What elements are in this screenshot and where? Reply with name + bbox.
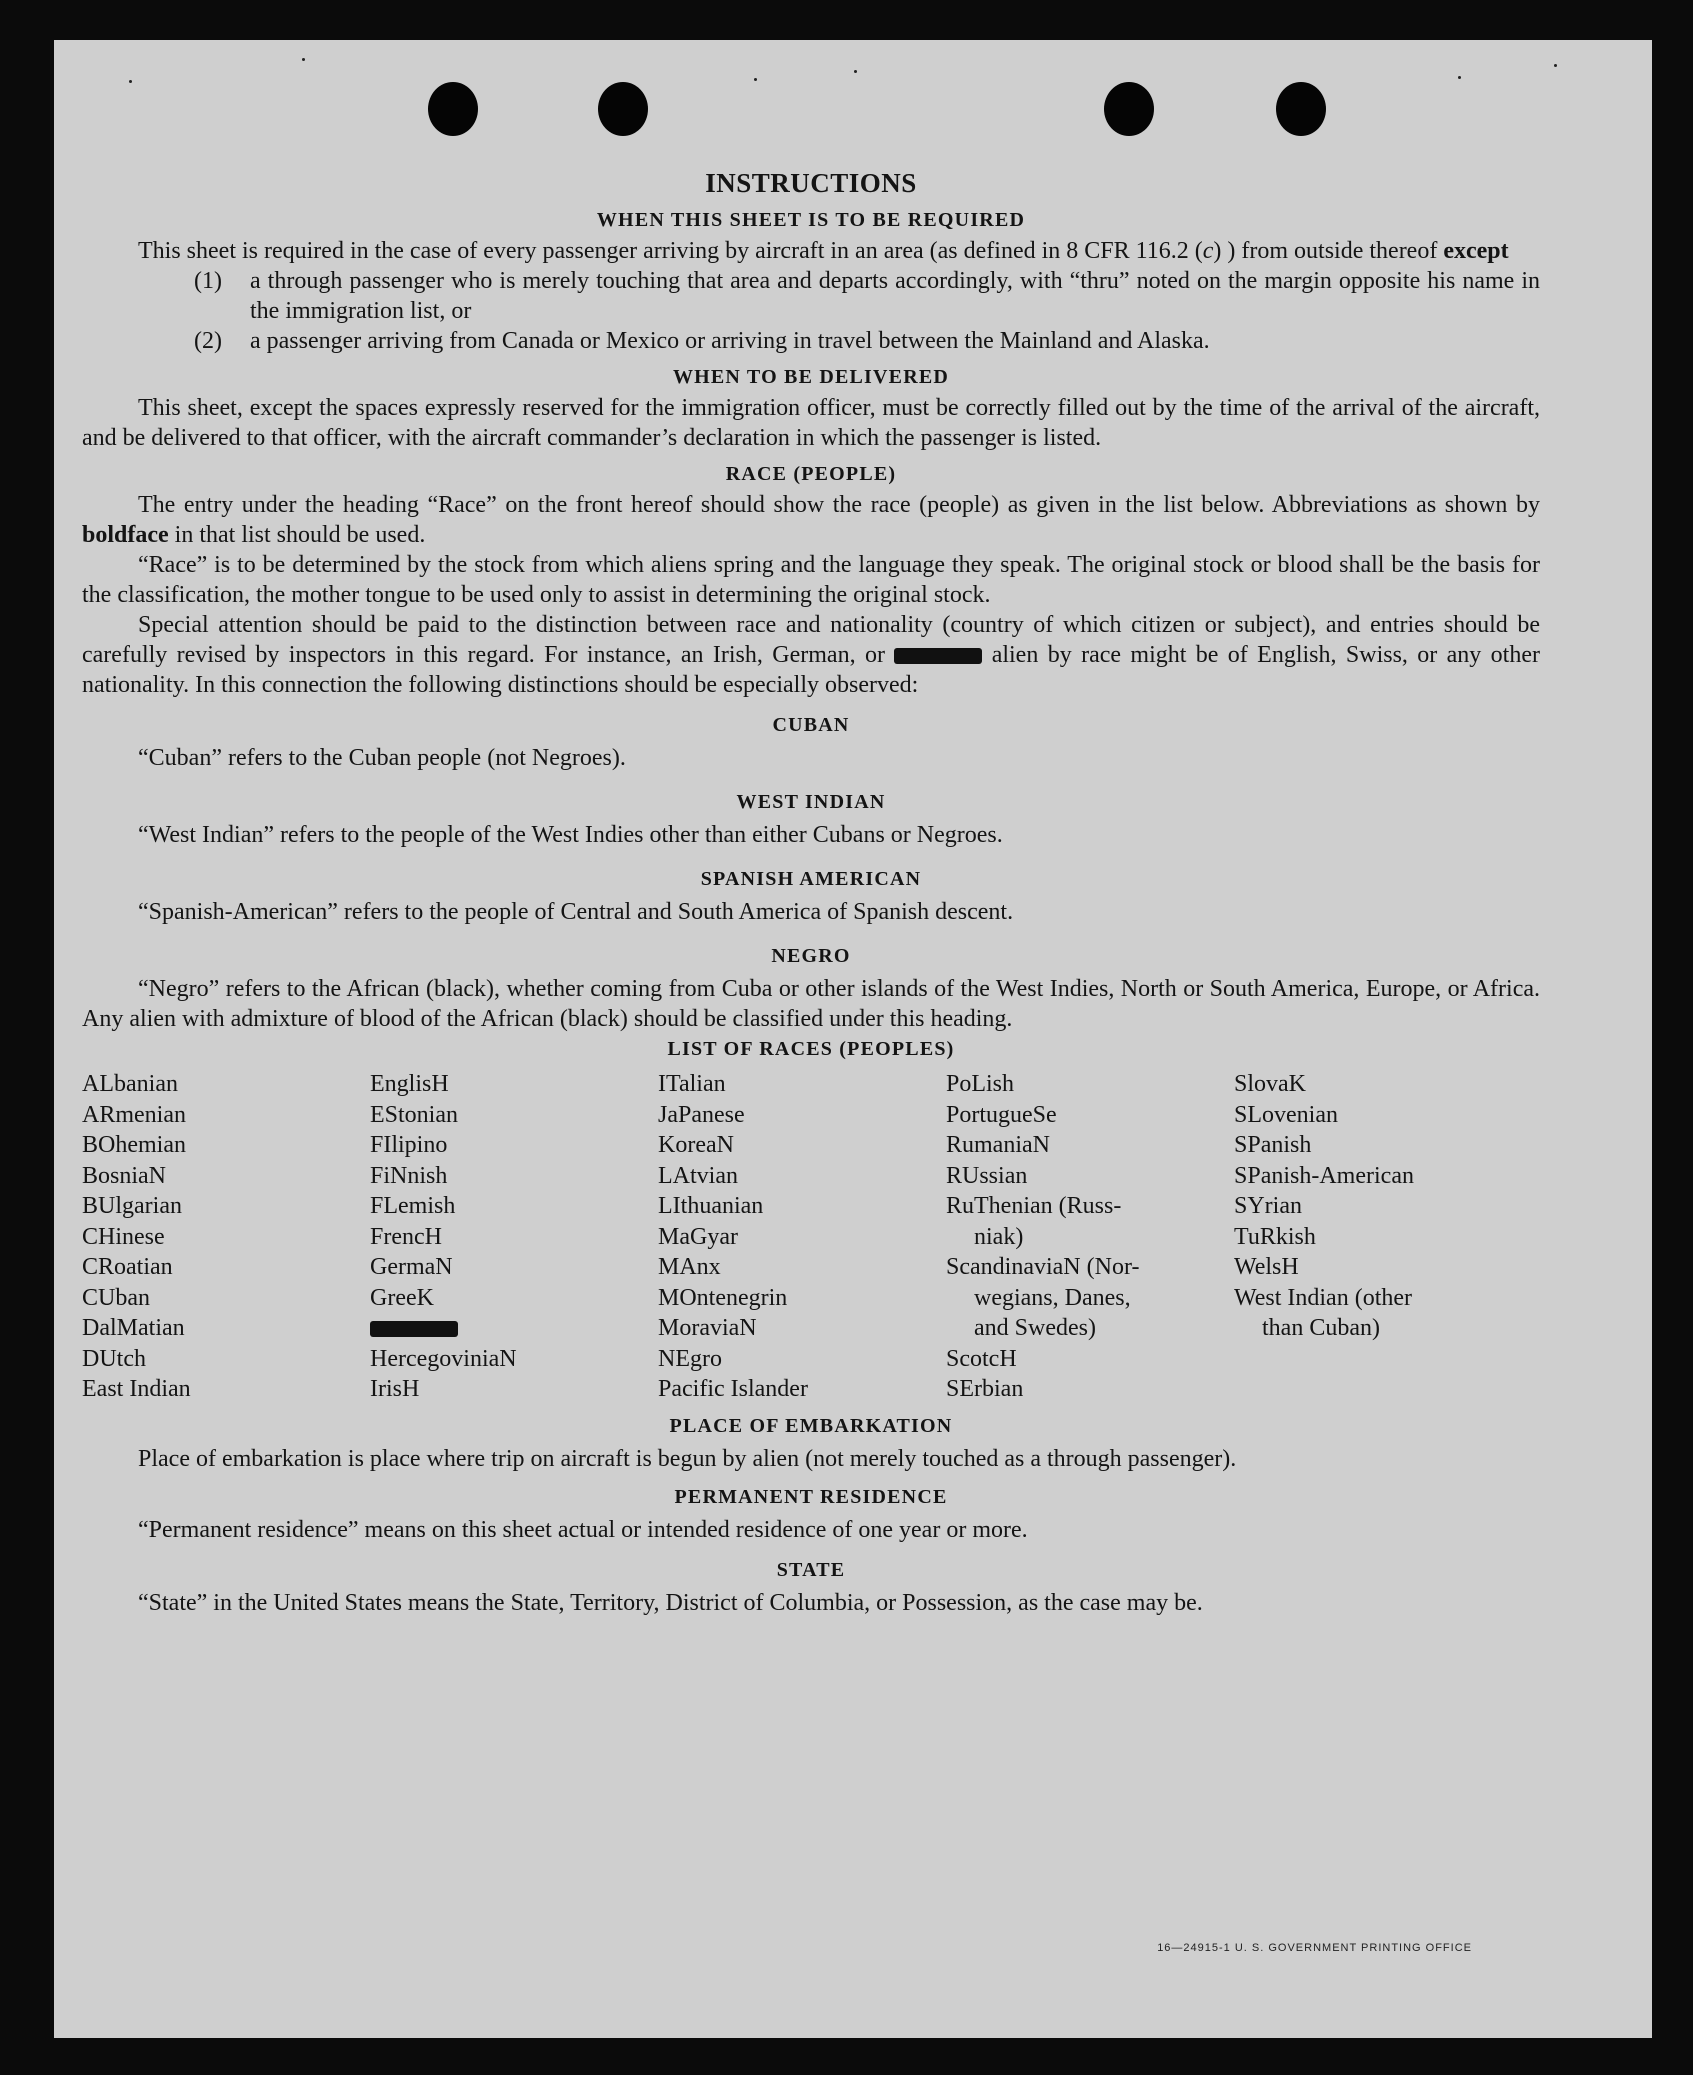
race-paragraph-2: “Race” is to be determined by the stock from which aliens spring and the language they speak. The original stock or blood shall be the basis for the classification, the mother tongue to be used only to assist in determining the original stock. — [82, 552, 1540, 608]
redaction-mark — [894, 648, 982, 664]
delivered-heading: WHEN TO BE DELIVERED — [672, 366, 950, 388]
race-item: FLemish — [370, 1193, 456, 1219]
race-item: LIthuanian — [658, 1193, 764, 1219]
race-item: WelsH — [1234, 1254, 1299, 1280]
race-item: MaGyar — [658, 1223, 738, 1250]
race-item: and Swedes) — [974, 1315, 1096, 1341]
race-column-2 — [370, 1069, 658, 1405]
race-item: LAtvian — [658, 1162, 738, 1189]
race-item: MoraviaN — [658, 1315, 757, 1341]
race-item: SErbian — [946, 1376, 1024, 1402]
race-item: GermaN — [370, 1254, 453, 1280]
race-item: CHinese — [82, 1223, 165, 1250]
race-item: RuThenian (Russ- — [946, 1193, 1122, 1219]
instructions-content — [82, 168, 1540, 1618]
race-item: GreeK — [370, 1284, 434, 1311]
race-item: wegians, Danes, — [974, 1284, 1131, 1311]
speck — [1554, 64, 1557, 67]
race-item: SYrian — [1234, 1193, 1302, 1219]
embarkation-text: Place of embarkation is place where trip on aircraft is begun by alien (not merely touched as a through passenger). — [138, 1445, 1237, 1472]
race-item: IrisH — [370, 1376, 420, 1402]
race-item: than Cuban) — [1262, 1315, 1380, 1341]
speck — [754, 78, 757, 81]
required-item-2: (2) a passenger arriving from Canada or Mexico or arriving in travel between the Mainland and Alaska. — [194, 328, 1210, 354]
race-item: EStonian — [370, 1101, 458, 1128]
race-paragraph-1: The entry under the heading “Race” on the front hereof should show the race (people) as given in the list below. Abbreviations as shown by boldface in that list should be used. — [82, 492, 1540, 548]
race-item: BOhemian — [82, 1132, 186, 1158]
race-column-5 — [1234, 1069, 1522, 1405]
race-item: MOntenegrin — [658, 1284, 788, 1311]
race-item: CRoatian — [82, 1254, 173, 1280]
race-item: MAnx — [658, 1254, 721, 1280]
required-heading: WHEN THIS SHEET IS TO BE REQUIRED — [596, 209, 1026, 231]
west-indian-text: “West Indian” refers to the people of the West Indies other than either Cubans or Negroes. — [138, 822, 1003, 848]
negro-text: “Negro” refers to the African (black), whether coming from Cuba or other islands of the West Indies, North or South America, Europe, or Africa. Any alien with admixture of blood of the African (black) should be classified under this heading. — [82, 976, 1540, 1032]
punch-hole — [1104, 82, 1154, 136]
punch-hole — [428, 82, 478, 136]
race-item: SLovenian — [1234, 1101, 1338, 1128]
race-item: ITalian — [658, 1071, 726, 1097]
race-item: NEgro — [658, 1345, 722, 1372]
state-heading: STATE — [776, 1558, 846, 1581]
punch-hole — [1276, 82, 1326, 136]
race-item: TuRkish — [1234, 1223, 1316, 1250]
west-indian-heading: WEST INDIAN — [736, 791, 886, 813]
race-item: CUban — [82, 1284, 150, 1311]
race-column-1 — [82, 1069, 370, 1405]
printer-footer: 16—24915-1 U. S. GOVERNMENT PRINTING OFFICE — [1157, 1942, 1472, 1954]
redaction-mark — [370, 1321, 458, 1337]
cuban-text: “Cuban” refers to the Cuban people (not Negroes). — [138, 745, 626, 771]
race-item: RUssian — [946, 1162, 1028, 1189]
race-item: BUlgarian — [82, 1193, 182, 1219]
race-item: ScotcH — [946, 1345, 1017, 1372]
race-item: KoreaN — [658, 1132, 734, 1158]
race-item: SPanish-American — [1234, 1162, 1414, 1189]
speck — [854, 70, 857, 73]
required-intro: This sheet is required in the case of every passenger arriving by aircraft in an area (as defined in 8 CFR 116.2 (c) ) from outside thereof except — [138, 238, 1509, 264]
race-item: HercegoviniaN — [370, 1345, 517, 1372]
required-item-1: (1) a through passenger who is merely touching that area and departs accordingly, with “thru” noted on the margin opposite his name in the immigration list, or — [194, 268, 1540, 324]
residence-heading: PERMANENT RESIDENCE — [674, 1485, 948, 1508]
race-column-4 — [946, 1069, 1234, 1405]
race-paragraph-3: Special attention should be paid to the distinction between race and nationality (country of which citizen or subject), and entries should be carefully revised by inspectors in this regard. For instance, an Irish, German, or alien by race might be of English, Swiss, or any other nationality. In this connection the following distinctions should be especially observed: — [82, 612, 1540, 698]
embarkation-heading: PLACE OF EMBARKATION — [669, 1414, 953, 1437]
race-item: PortugueSe — [946, 1101, 1057, 1128]
spanish-american-text: “Spanish-American” refers to the people of Central and South America of Spanish descent. — [138, 899, 1014, 925]
race-item: East Indian — [82, 1376, 191, 1402]
race-item: DUtch — [82, 1345, 146, 1372]
speck — [1458, 76, 1461, 79]
race-item: FIlipino — [370, 1132, 448, 1158]
race-item: BosniaN — [82, 1162, 166, 1189]
list-heading: LIST OF RACES (PEOPLES) — [667, 1038, 955, 1060]
speck — [302, 58, 305, 61]
race-item: SPanish — [1234, 1132, 1312, 1158]
race-item: PoLish — [946, 1071, 1015, 1097]
race-item: West Indian (other — [1234, 1284, 1413, 1311]
race-item: ARmenian — [82, 1101, 186, 1128]
race-item: FrencH — [370, 1223, 442, 1250]
race-item: RumaniaN — [946, 1132, 1050, 1158]
race-item: niak) — [974, 1223, 1024, 1250]
negro-heading: NEGRO — [771, 945, 851, 967]
race-heading: RACE (PEOPLE) — [725, 463, 897, 485]
residence-text: “Permanent residence” means on this sheet actual or intended residence of one year or more. — [138, 1516, 1028, 1543]
race-item: ScandinaviaN (Nor- — [946, 1254, 1140, 1280]
race-item-redacted — [370, 1313, 658, 1344]
race-item: JaPanese — [658, 1101, 745, 1128]
race-item: ALbanian — [82, 1071, 178, 1097]
state-text: “State” in the United States means the State, Territory, District of Columbia, or Possession, as the case may be. — [138, 1589, 1203, 1616]
page-title: INSTRUCTIONS — [705, 168, 917, 198]
document-sheet — [54, 40, 1652, 2038]
race-list — [82, 1069, 1540, 1405]
cuban-heading: CUBAN — [772, 714, 850, 736]
race-item: FiNnish — [370, 1162, 448, 1189]
punch-hole — [598, 82, 648, 136]
delivered-text: This sheet, except the spaces expressly reserved for the immigration officer, must be correctly filled out by the time of the arrival of the aircraft, and be delivered to that officer, with the aircraft commander’s declaration in which the passenger is listed. — [82, 395, 1540, 451]
speck — [129, 80, 132, 83]
race-item: EnglisH — [370, 1071, 449, 1097]
spanish-american-heading: SPANISH AMERICAN — [700, 868, 922, 890]
race-column-3 — [658, 1069, 946, 1405]
race-item: Pacific Islander — [658, 1376, 808, 1402]
race-item: DalMatian — [82, 1315, 185, 1341]
race-item: SlovaK — [1234, 1071, 1306, 1097]
